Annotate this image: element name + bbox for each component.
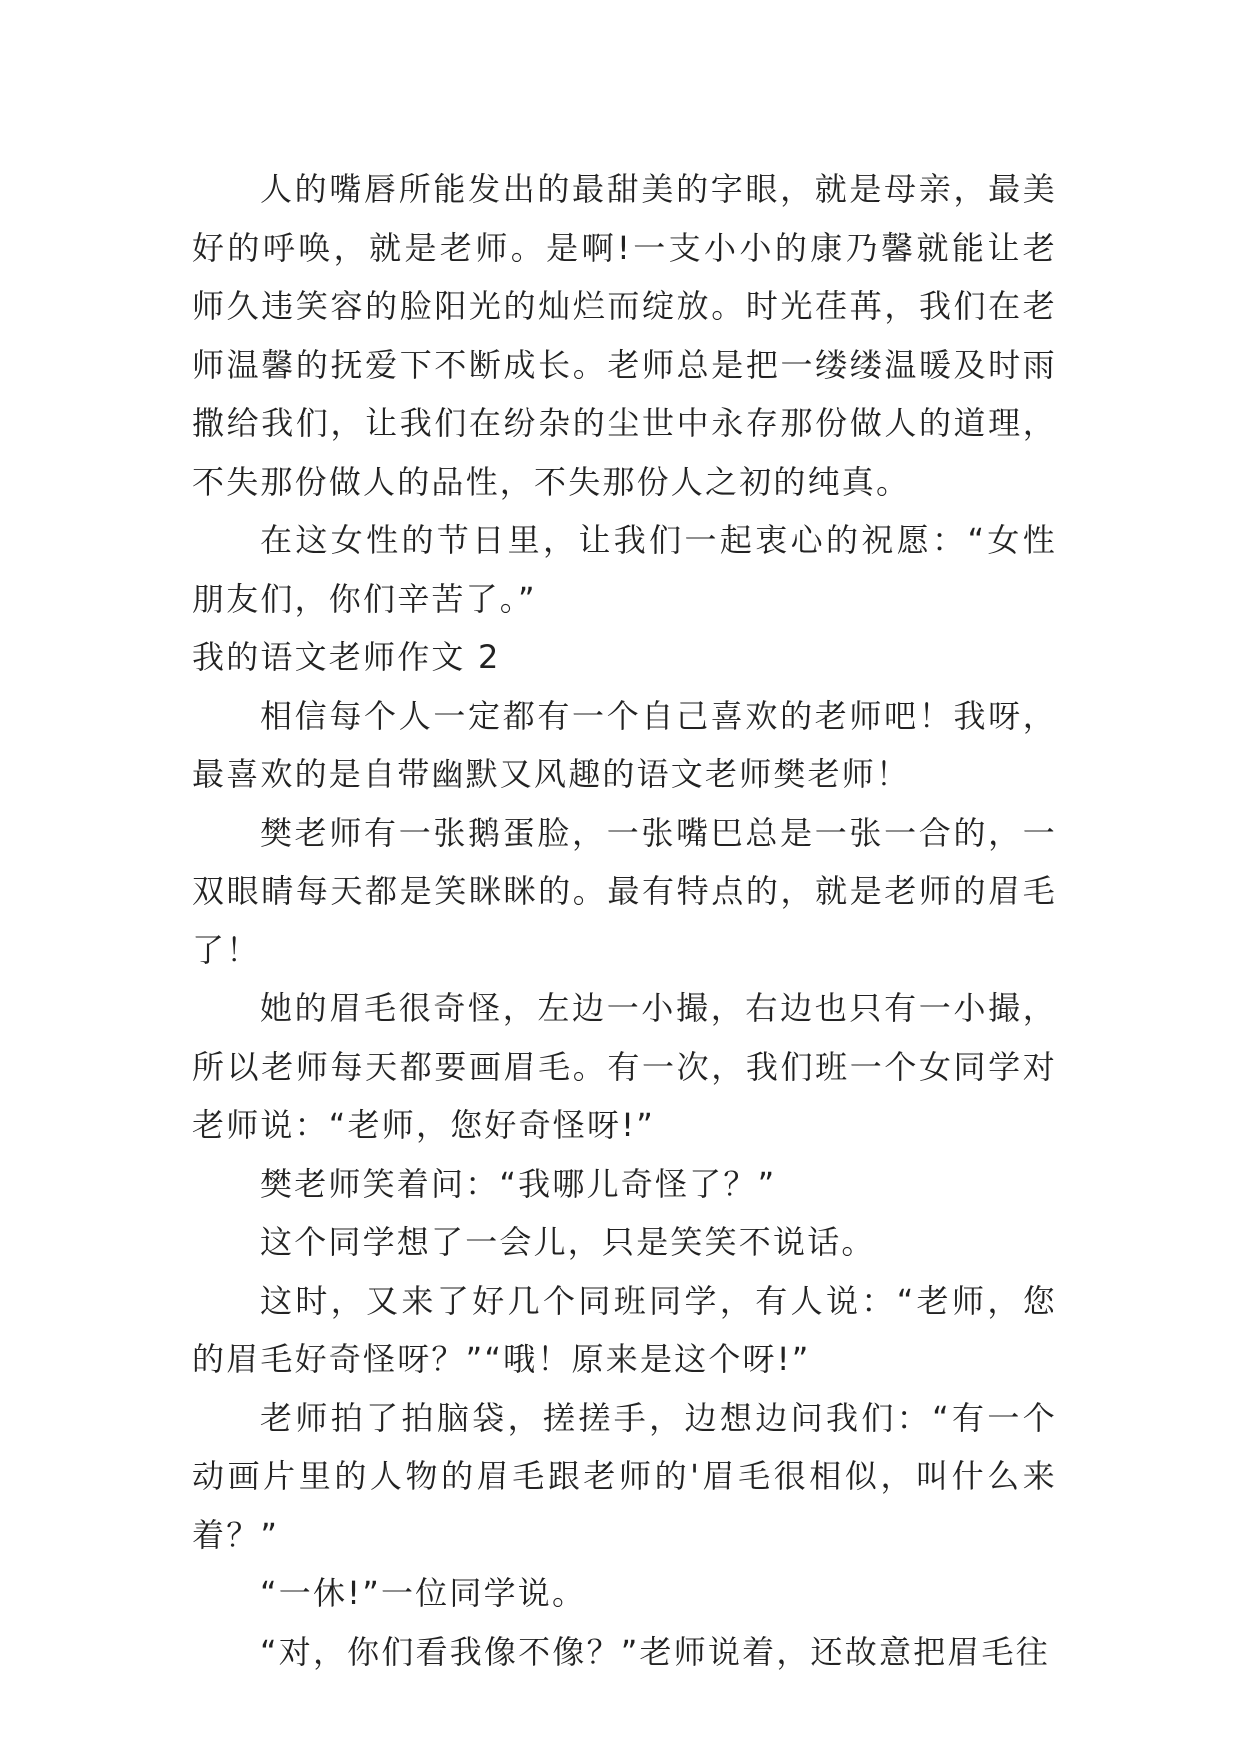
document-body [192,160,1057,1681]
paragraph: 在这女性的节日里，让我们一起衷心的祝愿：“女性朋友们，你们辛苦了。” [192,521,1057,618]
paragraph: 樊老师有一张鹅蛋脸，一张嘴巴总是一张一合的，一双眼睛每天都是笑眯眯的。最有特点的，就是老师的眉毛了！ [192,813,1057,969]
paragraph: “对，你们看我像不像？”老师说着，还故意把眉毛往 [260,1632,1050,1671]
paragraph: 这时，又来了好几个同班同学，有人说：“老师，您的眉毛好奇怪呀？”“哦！原来是这个呀!” [192,1281,1057,1378]
paragraph: 这个同学想了一会儿，只是笑笑不说话。 [260,1223,876,1261]
paragraph: 她的眉毛很奇怪，左边一小撮，右边也只有一小撮，所以老师每天都要画眉毛。有一次，我们班一个女同学对老师说：“老师，您好奇怪呀!” [192,989,1057,1144]
paragraph: 老师拍了拍脑袋，搓搓手，边想边问我们：“有一个动画片里的人物的眉毛跟老师的'眉毛很相似，叫什么来着？” [192,1398,1057,1554]
paragraph: 人的嘴唇所能发出的最甜美的字眼，就是母亲，最美好的呼唤，就是老师。是啊!一支小小的康乃馨就能让老师久违笑容的脸阳光的灿烂而绽放。时光荏苒，我们在老师温馨的抚爱下不断成长。老师总是把一缕缕温暖及时雨撒给我们，让我们在纷杂的尘世中永存那份做人的道理，不失那份做人的品性，不失那份人之初的纯真。 [192,170,1057,501]
paragraph: 樊老师笑着问：“我哪儿奇怪了？” [260,1164,777,1203]
section-title: 我的语文老师作文 2 [192,638,501,676]
paragraph: 相信每个人一定都有一个自己喜欢的老师吧！我呀，最喜欢的是自带幽默又风趣的语文老师樊老师！ [192,696,1057,793]
paragraph: “一休!”一位同学说。 [260,1574,587,1612]
